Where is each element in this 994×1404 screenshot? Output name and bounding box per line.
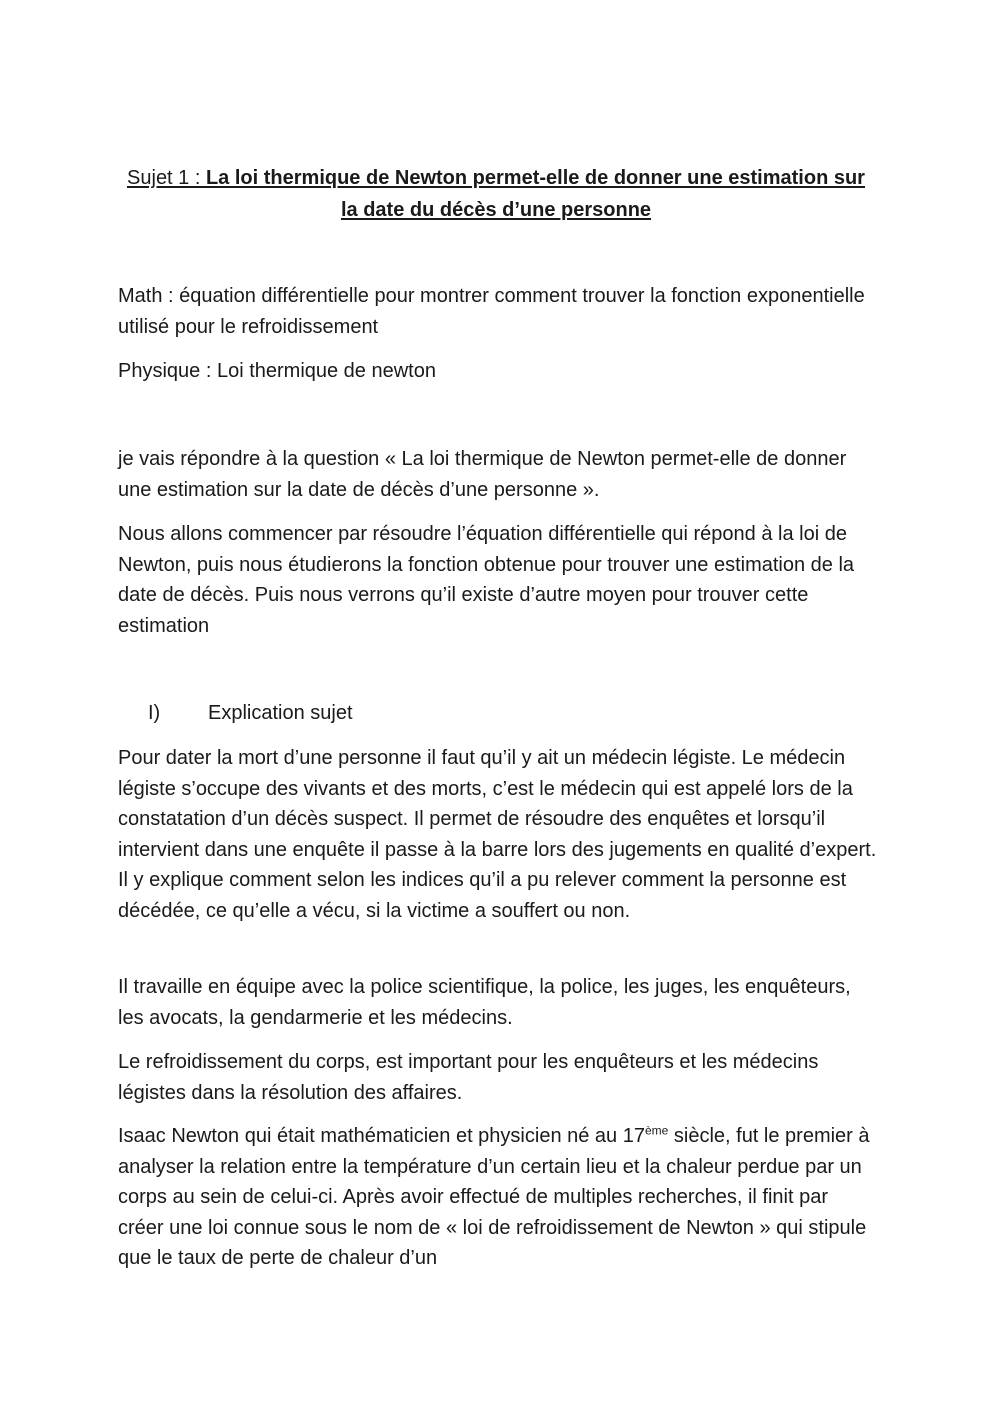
title-prefix: Sujet 1 : xyxy=(127,167,206,189)
intro-paragraph-2: Nous allons commencer par résoudre l’équation différentielle qui répond à la loi de Newton, puis nous étudierons la fonction obtenue pour trouver une estimation de la date de décès. Puis nous verrons qu’il existe d’autre moyen pour trouver cette estimation xyxy=(118,523,855,637)
section-paragraph-1: Pour dater la mort d’une personne il faut qu’il y ait un médecin légiste. Le médecin légiste s’occupe des vivants et des morts, c’est le médecin qui est appelé lors de la constatation d’un décès suspect. Il permet de résoudre des enquêtes et lorsqu’il intervient dans une enquête il passe à la barre lors des jugements en qualité d’expert. Il y explique comment selon les indices qu’il a pu relever comment la personne est décédée, ce qu’elle a vécu, si la victime a souffert ou non. xyxy=(118,747,877,922)
physics-subject: Physique : Loi thermique de newton xyxy=(118,360,436,382)
section-paragraph-3: Le refroidissement du corps, est important pour les enquêteurs et les médecins légistes dans la résolution des affaires. xyxy=(118,1051,819,1104)
section-number: I) xyxy=(148,702,161,724)
paragraph-4-end: siècle, fut le premier à analyser la relation entre la température d’un certain lieu et la chaleur perdue par un corps au sein de celui-ci. Après avoir effectué de multiples recherches, il finit par créer une loi connue sous le nom de « loi de refroidissement de Newton » qui stipule que le taux de perte de chaleur d’un xyxy=(118,1125,870,1270)
paragraph-4-start: Isaac Newton qui était mathématicien et physicien né au 17 xyxy=(118,1125,645,1147)
math-subject: Math : équation différentielle pour montrer comment trouver la fonction exponentielle utilisé pour le refroidissement xyxy=(118,285,865,338)
document-title xyxy=(118,162,874,226)
section-paragraph-2: Il travaille en équipe avec la police scientifique, la police, les juges, les enquêteurs, les avocats, la gendarmerie et les médecins. xyxy=(118,976,851,1029)
section-title: Explication sujet xyxy=(208,702,353,724)
section-paragraph-4 xyxy=(118,1121,878,1274)
ordinal-superscript: ème xyxy=(644,1123,669,1138)
title-main: La loi thermique de Newton permet-elle de donner une estimation sur la date du décès d’une personne xyxy=(205,167,865,221)
intro-paragraph-1: je vais répondre à la question « La loi thermique de Newton permet-elle de donner une estimation sur la date de décès d’une personne ». xyxy=(118,448,847,501)
